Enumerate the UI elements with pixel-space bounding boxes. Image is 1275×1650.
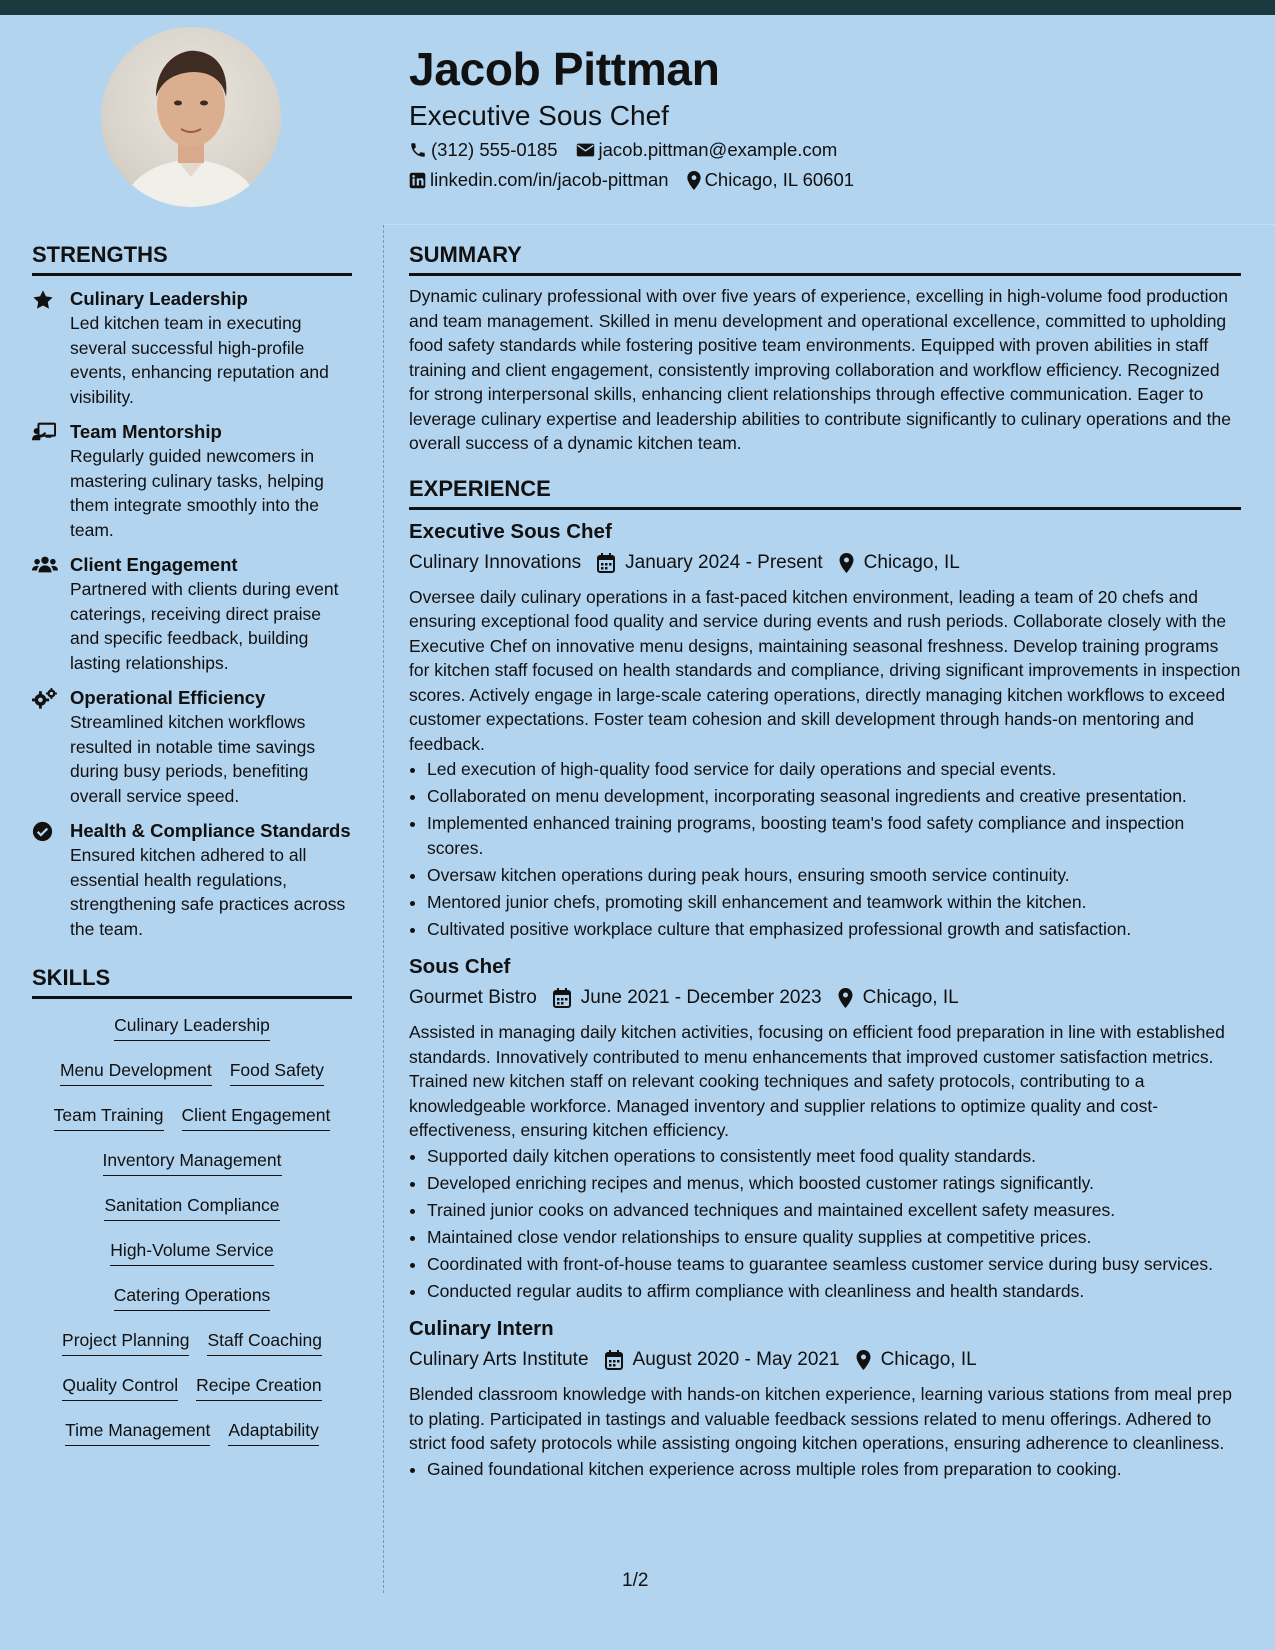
skills-heading: SKILLS	[32, 961, 352, 999]
job-entry	[409, 1315, 1241, 1481]
strength-title: Health & Compliance Standards	[70, 820, 351, 841]
top-accent-bar	[0, 0, 1275, 15]
skill-tag: Catering Operations	[114, 1283, 271, 1311]
skill-tag: Culinary Leadership	[114, 1013, 270, 1041]
phone-contact[interactable]	[409, 136, 558, 164]
job-company: Culinary Innovations	[409, 551, 582, 573]
map-pin-icon	[856, 1350, 871, 1370]
profile-photo	[101, 27, 281, 207]
candidate-name: Jacob Pittman	[409, 43, 720, 95]
location-text: Chicago, IL 60601	[704, 169, 855, 190]
job-location: Chicago, IL	[880, 1349, 977, 1370]
skill-tag: Quality Control	[62, 1373, 178, 1401]
skill-tag: Project Planning	[62, 1328, 189, 1356]
linkedin-icon	[409, 172, 426, 189]
job-bullet: • Conducted regular audits to affirm compliance with cleanliness and health standards.	[427, 1279, 1241, 1304]
experience-section	[409, 472, 1241, 1482]
job-bullet: • Developed enriching recipes and menus, which boosted customer ratings significantly.	[427, 1171, 1241, 1196]
strength-item	[32, 819, 352, 941]
summary-heading: SUMMARY	[409, 238, 1241, 276]
job-location: Chicago, IL	[862, 987, 959, 1008]
job-description: Assisted in managing daily kitchen activities, focusing on efficient food preparation in line with established standards. Innovatively contributed to menu enhancements that improved customer satisfaction metrics. Trained new kitchen staff on relevant cooking techniques and safety protocols, contributing to a knowledgeable workforce. Managed inventory and supplier relations to optimize quality and cost-effectiveness, ensuring kitchen efficiency.	[409, 1022, 1225, 1140]
job-bullet: • Supported daily kitchen operations to consistently meet food quality standards.	[427, 1144, 1241, 1169]
summary-text: Dynamic culinary professional with over five years of experience, excelling in high-volume food production and team management. Skilled in menu development and operational excellence, committed to upholding food safety standards while fostering positive team environments. Equipped with proven abilities in staff training and client engagement, consistently improving collaboration and workflow efficiency. Recognized for strong interpersonal skills, enhancing client relationships through effective communication. Eager to leverage culinary expertise and leadership abilities to contribute significantly to culinary operations and the overall success of a dynamic kitchen team.	[409, 286, 1232, 453]
phone-icon	[409, 141, 427, 159]
check-circle-icon	[32, 821, 53, 842]
strength-text: Streamlined kitchen workflows resulted in notable time savings during busy periods, benefiting overall service speed.	[70, 712, 316, 806]
chalkboard-teacher-icon	[32, 422, 56, 442]
skill-tag: Menu Development	[60, 1058, 212, 1086]
strength-text: Ensured kitchen adhered to all essential health regulations, strengthening safe practices across the team.	[70, 845, 346, 939]
job-entry	[409, 518, 1241, 942]
job-company: Gourmet Bistro	[409, 987, 537, 1008]
job-bullet: • Trained junior cooks on advanced techniques and maintained excellent safety measures.	[427, 1198, 1241, 1223]
job-meta	[409, 984, 1241, 1012]
job-bullets	[409, 757, 1241, 941]
job-meta	[409, 549, 1241, 577]
strength-text: Regularly guided newcomers in mastering culinary tasks, helping them integrate smoothly into the team.	[70, 446, 324, 540]
skill-tag: Inventory Management	[103, 1148, 282, 1176]
job-bullet: • Mentored junior chefs, promoting skill enhancement and teamwork within the kitchen.	[427, 890, 1241, 915]
job-bullet: • Maintained close vendor relationships to ensure quality supplies at competitive prices.	[427, 1225, 1241, 1250]
strength-item	[32, 287, 352, 409]
strength-text: Led kitchen team in executing several successful high-profile events, enhancing reputation and visibility.	[70, 313, 329, 407]
strength-title: Team Mentorship	[70, 421, 222, 442]
strength-item	[32, 420, 352, 542]
resume-header	[409, 40, 1229, 194]
job-title: Culinary Intern	[409, 1317, 554, 1340]
gears-icon	[32, 688, 58, 710]
strength-title: Culinary Leadership	[70, 288, 248, 309]
contact-row-2	[409, 166, 1229, 194]
skill-tag: High-Volume Service	[110, 1238, 273, 1266]
skill-tag: Sanitation Compliance	[104, 1193, 279, 1221]
linkedin-text: linkedin.com/in/jacob-pittman	[430, 169, 669, 190]
right-column	[409, 238, 1241, 1484]
envelope-icon	[576, 142, 595, 158]
skill-tag: Adaptability	[228, 1418, 318, 1446]
skill-tag: Food Safety	[230, 1058, 324, 1086]
calendar-icon	[597, 553, 615, 573]
skill-tag: Client Engagement	[182, 1103, 331, 1131]
job-location: Chicago, IL	[863, 551, 960, 573]
email-contact[interactable]	[576, 136, 838, 164]
calendar-icon	[553, 988, 571, 1008]
contact-row-1	[409, 136, 1229, 164]
job-entry	[409, 953, 1241, 1303]
job-bullet: • Coordinated with front-of-house teams to guarantee seamless customer service during busy services.	[427, 1252, 1241, 1277]
strength-text: Partnered with clients during event caterings, receiving direct praise and specific feedback, building lasting relationships.	[70, 579, 339, 673]
job-bullets	[409, 1144, 1241, 1304]
skill-tag: Recipe Creation	[196, 1373, 321, 1401]
skill-tag: Team Training	[54, 1103, 164, 1131]
job-dates: January 2024 - Present	[625, 551, 823, 573]
page-number: 1/2	[622, 1570, 649, 1591]
job-bullet: • Oversaw kitchen operations during peak hours, ensuring smooth service continuity.	[427, 863, 1241, 888]
skill-tag: Time Management	[65, 1418, 210, 1446]
map-pin-icon	[839, 553, 854, 573]
experience-heading: EXPERIENCE	[409, 472, 1241, 510]
job-description: Oversee daily culinary operations in a fast-paced kitchen environment, leading a team of 20 chefs and ensuring exceptional food quality and service during events and rush periods. Collaborate closely with the Executive Chef on innovative menu designs, maintaining seasonal freshness. Develop training programs for kitchen staff focused on health standards and compliance, driving significant improvements in inspection scores. Actively engage in large-scale catering operations, directly managing kitchen workflows to exceed customer expectations. Foster team cohesion and skill development through hands-on mentoring and feedback.	[409, 586, 1241, 754]
header-rule	[384, 224, 1275, 225]
left-column	[32, 238, 352, 1463]
job-dates: June 2021 - December 2023	[580, 987, 822, 1008]
job-bullets	[409, 1457, 1241, 1482]
map-pin-icon	[838, 988, 853, 1008]
job-bullet: • Implemented enhanced training programs, boosting team's food safety compliance and inspection scores.	[427, 811, 1241, 860]
job-company: Culinary Arts Institute	[409, 1349, 589, 1370]
job-meta	[409, 1346, 1241, 1374]
strengths-heading: STRENGTHS	[32, 238, 352, 276]
linkedin-contact[interactable]	[409, 166, 669, 194]
job-bullet: • Cultivated positive workplace culture that emphasized professional growth and satisfaction.	[427, 917, 1241, 942]
job-bullet: • Led execution of high-quality food service for daily operations and special events.	[427, 757, 1241, 782]
column-divider	[383, 225, 384, 1593]
skills-list	[32, 1013, 352, 1463]
location-contact	[687, 166, 854, 194]
calendar-icon	[605, 1350, 623, 1370]
strength-title: Operational Efficiency	[70, 687, 266, 708]
job-bullet: • Collaborated on menu development, incorporating seasonal ingredients and creative presentation.	[427, 784, 1241, 809]
skill-tag: Staff Coaching	[207, 1328, 321, 1356]
strength-title: Client Engagement	[70, 554, 238, 575]
job-dates: August 2020 - May 2021	[632, 1349, 840, 1370]
strength-item	[32, 553, 352, 675]
candidate-title: Executive Sous Chef	[409, 100, 669, 131]
skills-section	[32, 961, 352, 1463]
users-icon	[32, 555, 58, 573]
map-pin-icon	[687, 171, 701, 190]
job-title: Sous Chef	[409, 955, 511, 978]
star-icon	[32, 289, 54, 311]
job-bullet: • Gained foundational kitchen experience across multiple roles from preparation to cooking.	[427, 1457, 1241, 1482]
job-title: Executive Sous Chef	[409, 519, 612, 543]
job-description: Blended classroom knowledge with hands-on kitchen experience, learning various stations from meal prep to plating. Participated in tastings and valuable feedback sessions related to menu offerings. Adhered to strict food safety protocols while assisting ongoing kitchen operations, ensuring adherence to cleanliness.	[409, 1384, 1232, 1453]
phone-text: (312) 555-0185	[431, 139, 558, 160]
email-text: jacob.pittman@example.com	[598, 139, 838, 160]
strength-item	[32, 686, 352, 808]
